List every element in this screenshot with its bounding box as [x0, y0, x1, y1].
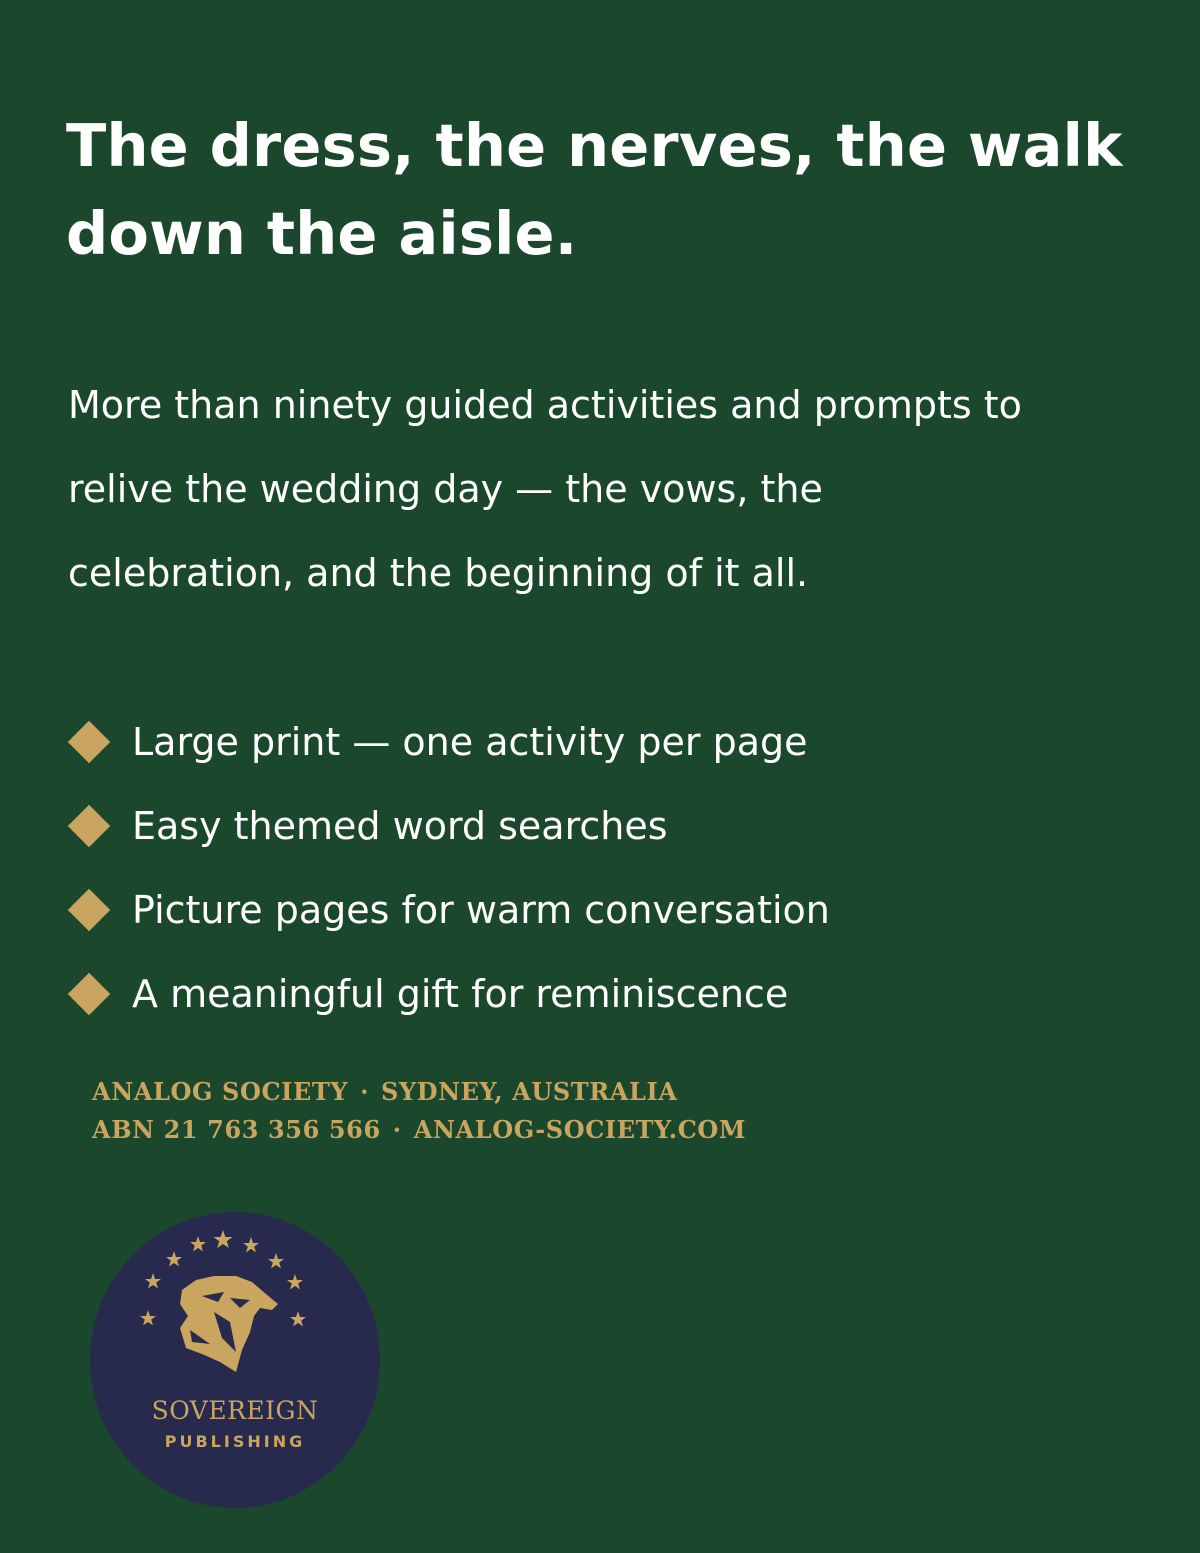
diamond-bullet-icon: [68, 973, 110, 1015]
diamond-bullet-icon: [68, 889, 110, 931]
feature-list: [68, 700, 830, 1036]
feature-text: Large print — one activity per page: [132, 720, 808, 764]
publisher-abn: ABN 21 763 356 566: [92, 1115, 381, 1144]
publisher-info: [92, 1073, 746, 1149]
star-icon: [243, 1237, 259, 1252]
publisher-info-line-2: [92, 1111, 746, 1149]
sovereign-publishing-logo: [90, 1212, 380, 1508]
publisher-name: ANALOG SOCIETY: [92, 1077, 349, 1106]
separator-dot: ·: [392, 1115, 402, 1144]
feature-text: A meaningful gift for reminiscence: [132, 972, 789, 1016]
feature-text: Easy themed word searches: [132, 804, 668, 848]
star-icon: [166, 1251, 182, 1266]
logo-subtitle: PUBLISHING: [164, 1432, 306, 1451]
star-icon: [214, 1230, 233, 1248]
intro-paragraph: More than ninety guided activities and prompts to relive the wedding day — the vows, the celebration, and the beginning of it all.: [68, 383, 1022, 595]
diamond-bullet-icon: [68, 721, 110, 763]
star-icon: [145, 1273, 161, 1288]
feature-item: [68, 868, 830, 952]
star-icon: [290, 1311, 306, 1326]
star-icon: [140, 1310, 156, 1325]
separator-dot: ·: [360, 1077, 370, 1106]
feature-item: [68, 700, 830, 784]
star-icon: [190, 1236, 206, 1251]
publisher-info-line-1: [92, 1073, 746, 1111]
star-icon: [287, 1274, 303, 1289]
publisher-website: ANALOG-SOCIETY.COM: [413, 1115, 747, 1144]
feature-item: [68, 952, 830, 1036]
star-icon: [268, 1253, 284, 1268]
diamond-bullet-icon: [68, 805, 110, 847]
lioness-head-with-stars-icon: [90, 1212, 380, 1508]
feature-text: Picture pages for warm conversation: [132, 888, 830, 932]
headline: The dress, the nerves, the walk down the aisle.: [66, 111, 1123, 268]
logo-name: SOVEREIGN: [151, 1396, 319, 1425]
feature-item: [68, 784, 830, 868]
publisher-location: SYDNEY, AUSTRALIA: [381, 1077, 678, 1106]
